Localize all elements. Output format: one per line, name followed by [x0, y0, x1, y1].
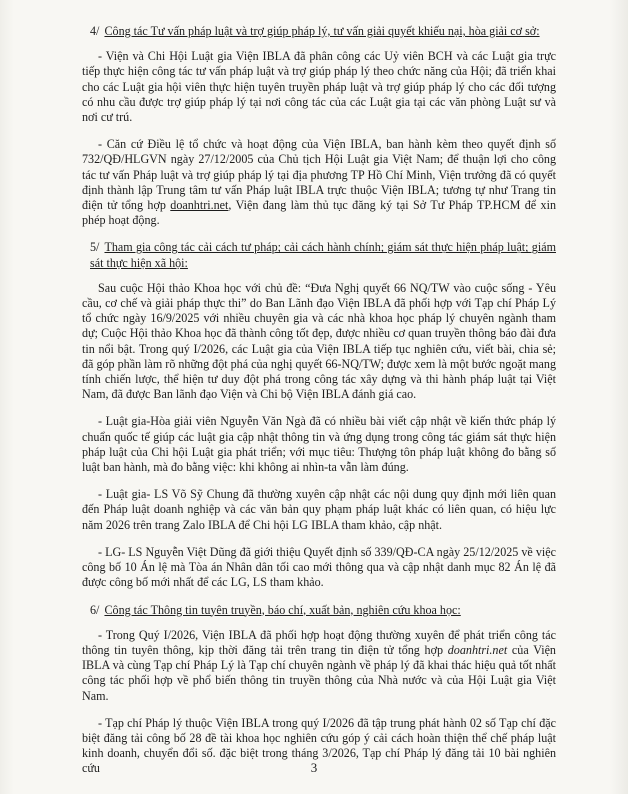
- section-5-title: Tham gia công tác cải cách tư pháp; cải cách hành chính; giám sát thực hiện pháp luật; giám sát thực hiện xã hội:: [90, 240, 556, 270]
- page-number: 3: [310, 760, 318, 775]
- section-5-paragraph-2: - Luật gia-Hòa giải viên Nguyễn Văn Ngà đã có nhiều bài viết cập nhật về kiến thức pháp lý chuẩn quốc tế giúp các luật gia cập nhật thông tin và ứng dụng trong công tác giám sát thực hiện pháp luật của Chi hội Luật gia phát triển; với mục tiêu: Thượng tôn pháp luật không đo bằng số luật ban hành, mà đo bằng việc: khi không ai nhìn-ta vẫn làm đúng.: [82, 414, 556, 475]
- section-4-p2-text-b: , Viện đang làm thủ tục đăng ký tại Sở Tư Pháp TP.HCM để xin phép hoạt động.: [82, 198, 556, 228]
- section-6-number: 6/: [90, 602, 100, 617]
- section-4-paragraph-1: - Viện và Chi Hội Luật gia Viện IBLA đã phân công các Uỷ viên BCH và các Luật gia trực tiếp thực hiện công tác tư vấn pháp luật và trợ giúp pháp lý theo chức năng của Hội; đã triển khai cho các Luật gia hội viên thực hiện tuyên truyền pháp luật và trợ giúp pháp lý cho các đối tượng có nhu cầu được trợ giúp pháp lý tại nơi công tác của các Luật gia tại các văn phòng Luật sư và nơi cư trú.: [82, 49, 556, 125]
- section-4-paragraph-2: [82, 137, 556, 228]
- section-4-heading: [82, 24, 556, 39]
- section-6-p1-text-b: của Viện IBLA và cùng Tạp chí Pháp Lý là Tạp chí chuyên ngành về pháp lý đã khai thác hiệu quả tốt nhất công tác phối hợp về phổ biến thông tin truyền thông của Nhà nước và của Hội Luật gia Việt Nam.: [82, 642, 556, 703]
- section-5-paragraph-1: Sau cuộc Hội thảo Khoa học với chủ đề: “Đưa Nghị quyết 66 NQ/TW vào cuộc sống - Yêu cầu, cơ chế và giải pháp thực thi” do Ban Lãnh đạo Viện IBLA đã phối hợp với Tạp chí Pháp Lý tổ chức ngày 16/9/2025 với nhiều chuyên gia và các nhà khoa học pháp lý chuyên ngành tham dự; Cuộc Hội thảo Khoa học đã thành công tốt đẹp, được nhiều cơ quan truyền thông báo đài đưa tin nổi bật. Trong quý I/2026, các Luật gia của Viện IBLA tiếp tục nghiên cứu, viết bài, chia sẻ; đã góp phần làm rõ những đột phá của nghị quyết 66-NQ/TW; được xem là một bước ngoặt mang tính chiến lược, thể hiện tư duy đột phá trong công tác xây dựng và thi hành pháp luật tại Việt Nam, đã được Ban lãnh đạo Viện và Chi bộ Viện IBLA đánh giá cao.: [82, 280, 556, 402]
- section-6-heading: [82, 603, 556, 618]
- section-6-paragraph-1: [82, 628, 556, 704]
- section-5-paragraph-3: - Luật gia- LS Võ Sỹ Chung đã thường xuyên cập nhật các nội dung quy định mới liên quan đến Pháp luật doanh nghiệp và các văn bản quy phạm pháp luật khác có liên quan, có hiệu lực năm 2026 trên trang Zalo IBLA để Chi hội LG IBLA tham khảo, cập nhật.: [82, 487, 556, 532]
- section-6-title: Công tác Thông tin tuyên truyền, báo chí, xuất bản, nghiên cứu khoa học:: [104, 602, 461, 617]
- section-4-p2-text-a: - Căn cứ Điều lệ tổ chức và hoạt động của Viện IBLA, ban hành kèm theo quyết định số 732/QĐ/HLGVN ngày 27/12/2005 của Chủ tịch Hội Luật gia Việt Nam; để thuận lợi cho công tác tư vấn Pháp luật và trợ giúp pháp lý tại địa phương TP Hồ Chí Minh, Viện trưởng đã có quyết định thành lập Trung tâm tư vấn Pháp luật IBLA trực thuộc Viện IBLA; tương tự như Trang tin điện tử tổng hợp: [82, 137, 556, 213]
- section-5-paragraph-4: - LG- LS Nguyễn Việt Dũng đã giới thiệu Quyết định số 339/QĐ-CA ngày 25/12/2025 về việc công bố 10 Án lệ mà Tòa án Nhân dân tối cao mới thông qua và cập nhật danh mục 82 Án lệ đã được công bố mới nhất để các LG, LS tham khảo.: [82, 544, 556, 590]
- doanhtri-italic-link[interactable]: doanhtri.net: [447, 642, 508, 657]
- section-5-heading: [82, 240, 556, 270]
- section-6-paragraph-2: - Tạp chí Pháp lý thuộc Viện IBLA trong quý I/2026 đã tập trung phát hành 02 số Tạp chí đặc biệt đăng tải công bố 28 đề tài khoa học nghiên cứu góp ý cải cách hoàn thiện thể chế pháp luật kinh doanh, chuyển đổi số. đặc biệt trong tháng 3/2026, Tạp chí Pháp lý đăng tải 10 bài nghiên cứu: [82, 715, 556, 776]
- document-body: [82, 24, 556, 788]
- section-4-number: 4/: [90, 24, 100, 38]
- section-4-title: Công tác Tư vấn pháp luật và trợ giúp pháp lý, tư vấn giải quyết khiếu nại, hòa giải cơ sở:: [104, 24, 540, 38]
- section-5-number: 5/: [90, 240, 100, 255]
- section-6-p1-text-a: - Trong Quý I/2026, Viện IBLA đã phối hợp hoạt động thường xuyên để phát triển công tác thông tin tuyên thông, kịp thời đăng tải trên trang tin điện tử tổng hợp: [82, 627, 556, 657]
- doanhtri-link[interactable]: doanhtri.net: [170, 198, 229, 213]
